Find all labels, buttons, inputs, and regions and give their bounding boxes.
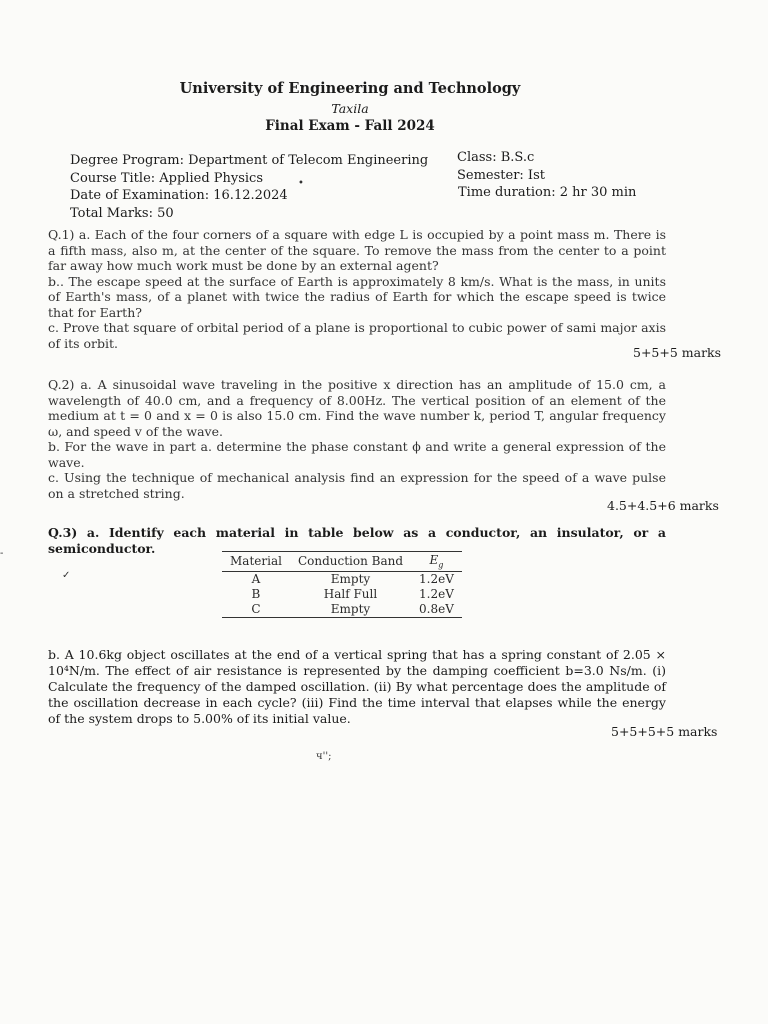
q1-part-c: c. Prove that square of orbital period of a plane is proportional to cubic power of sami major axis of its orbit. [48, 320, 666, 351]
degree-program: Degree Program: Department of Telecom Engineering [70, 153, 429, 168]
exam-info-left [70, 152, 428, 222]
time-duration: Time duration: 2 hr 30 min [458, 185, 637, 200]
question-1 [48, 227, 666, 351]
q1-part-b: b.. The escape speed at the surface of Earth is approximately 8 km/s. What is the mass, in units of Earth's mass, of a planet with twice the radius of Earth for which the escape speed is twice that for Earth? [48, 273, 666, 320]
q3-marks: 5+5+5+5 marks [611, 724, 718, 739]
table-header-conduction-band: Conduction Band [290, 552, 411, 572]
table-cell: 1.2eV [419, 587, 454, 602]
table-cell: Empty [330, 572, 371, 587]
table-cell: Empty [290, 602, 411, 618]
scan-mark: ч''; [316, 751, 332, 762]
table-row [222, 602, 462, 618]
table-cell: 0.8eV [411, 602, 462, 618]
question-2 [48, 377, 666, 501]
scan-mark: • [298, 178, 304, 189]
table-header-row [222, 552, 462, 572]
q1-marks: 5+5+5 marks [633, 345, 722, 360]
city-name: Taxila [331, 101, 369, 116]
total-marks: Total Marks: 50 [70, 205, 174, 221]
q3-part-a: Q.3) a. Identify each material in table below as a conductor, an insulator, or a semiconductor. [48, 525, 666, 556]
exam-date: Date of Examination: 16.12.2024 [70, 188, 288, 203]
q2-part-c: c. Using the technique of mechanical analysis find an expression for the speed of a wave pulse on a stretched string. [48, 470, 666, 501]
table-header-material: Material [222, 552, 290, 572]
scan-mark: ✓ [62, 570, 71, 581]
q2-marks: 4.5+4.5+6 marks [607, 498, 719, 513]
table-cell: B [251, 587, 261, 602]
q2-part-b: b. For the wave in part a. determine the phase constant ϕ and write a general expression of the wave. [48, 439, 666, 470]
table-cell: C [222, 602, 290, 618]
table-cell: A [251, 572, 261, 587]
semester: Semester: Ist [457, 167, 545, 183]
q3-part-b: b. A 10.6kg object oscillates at the end of a vertical spring that has a spring constant of 2.05 × 10⁴N/m. The effect of air resistance is represented by the damping coefficient b=3.0 Ns/m. (i) Calculate the frequency of the damped oscillation. (ii) By what percentage does the amplitude of the oscillation decrease in each cycle? (iii) Find the time interval that elapses while the energy of the system drops to 5.00% of its initial value. [48, 647, 666, 726]
table-cell: 1.2eV [419, 572, 454, 587]
table-row [222, 572, 462, 588]
material-table [222, 551, 462, 618]
exam-title: Final Exam - Fall 2024 [265, 118, 435, 134]
class: Class: B.S.c [457, 150, 535, 165]
q2-part-a: Q.2) a. A sinusoidal wave traveling in the positive x direction has an amplitude of 15.0 cm, a wavelength of 40.0 cm, and a frequency of 8.00Hz. The vertical position of an element of the medium at t = 0 and x = 0 is also 15.0 cm. Find the wave number k, period T, angular frequency ω, and speed v of the wave. [48, 377, 666, 439]
scan-mark: - [0, 548, 4, 559]
course-title: Course Title: Applied Physics [70, 170, 264, 186]
exam-info-right [457, 149, 636, 202]
university-title: University of Engineering and Technology [179, 80, 521, 97]
table-header-eg: $E_g$ [411, 552, 462, 572]
table-cell: Half Full [323, 587, 378, 602]
table-row [222, 587, 462, 602]
q1-part-a: Q.1) a. Each of the four corners of a square with edge L is occupied by a point mass m. There is a fifth mass, also m, at the center of the square. To remove the mass from the center to a point far away how much work must be done by an external agent? [48, 227, 666, 273]
